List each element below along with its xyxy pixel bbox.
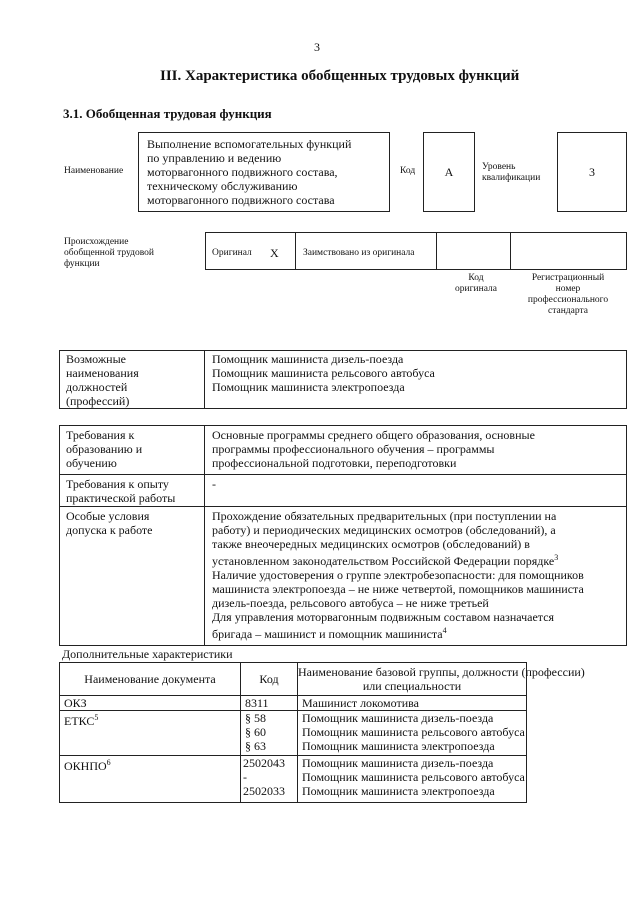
requirements-table (59, 425, 627, 646)
education-value: Основные программы среднего общего образования, основные программы профессионального обучения – программы профессиональной подготовки, переподготовки (212, 428, 535, 470)
level-box (557, 132, 627, 212)
additional-table (59, 662, 585, 803)
original-mark: X (270, 246, 279, 260)
positions-table (59, 350, 627, 409)
conditions-value: Прохождение обязательных предварительных (при поступлении на работу) и периодических медицинских осмотров (обследований), а также внеочередных медицинских осмотров (обследований) в установленном законодательством Российской Федерации порядке$^3$ Наличие удостоверения о группе электробезопасности: для помощников машиниста электропоезда – не ниже четвертой, помощников машиниста дизель-поезда, рельсового автобуса – не ниже третьей Для управления моторвагонным подвижным составом назначается бригада – машинист и помощник машиниста$^4$ (212, 509, 584, 641)
function-name-box (138, 132, 390, 212)
code-value: A (444, 165, 454, 179)
origin-box (205, 232, 627, 270)
oknpo-doc: ОКНПО$^6$ (64, 758, 111, 773)
code-label: Код (400, 166, 416, 176)
additional-title: Дополнительные характеристики (62, 647, 233, 661)
oknpo-names: Помощник машиниста дизель-поезда Помощник машиниста рельсового автобуса Помощник машиниста электропоезда (302, 756, 525, 798)
subsection-title: 3.1. Обобщенная трудовая функция (63, 106, 272, 121)
level-label-2: квалификации (482, 173, 541, 183)
name-label: Наименование (64, 166, 124, 176)
section-title: III. Характеристика обобщенных трудовых функций (160, 68, 520, 84)
conditions-label: Особые условия допуска к работе (66, 509, 153, 537)
etks-doc: ЕТКС$^5$ (64, 713, 99, 728)
positions-values: Помощник машиниста дизель-поезда Помощник машиниста рельсового автобуса Помощник машиниста электропоезда (212, 352, 435, 394)
header-code: Код (259, 672, 279, 686)
reg-number-caption: Регистрационный номер профессионального стандарта (527, 273, 609, 316)
positions-label: Возможные наименования должностей (профессий) (66, 352, 139, 408)
footnote-4: 4 (442, 626, 447, 635)
education-label: Требования к образованию и обучению (66, 428, 143, 470)
function-name-value: Выполнение вспомогательных функций по управлению и ведению моторвагонного подвижного состава, техническому обслуживанию моторвагонного подвижного состава (147, 137, 352, 207)
etks-names: Помощник машиниста дизель-поезда Помощник машиниста рельсового автобуса Помощник машиниста электропоезда (302, 711, 525, 753)
borrowed-label: Заимствовано из оригинала (303, 248, 415, 258)
level-value: 3 (589, 165, 595, 179)
header-document: Наименование документа (84, 672, 216, 686)
oknpo-codes: 2502043 - 2502033 (243, 756, 285, 798)
code-original-caption: Код оригинала (455, 273, 497, 294)
footnote-3: 3 (554, 553, 559, 562)
experience-value: - (212, 477, 216, 491)
origin-label: Происхождение обобщенной трудовой функции (64, 237, 154, 269)
okz-doc: ОКЗ (64, 696, 87, 710)
okz-name: Машинист локомотива (302, 696, 419, 710)
page-number: 3 (314, 40, 320, 54)
original-label: Оригинал (212, 248, 252, 258)
header-name: Наименование базовой группы, должности (профессии) или специальности (298, 665, 585, 693)
experience-label: Требования к опыту практической работы (66, 477, 176, 505)
okz-code: 8311 (245, 696, 269, 710)
level-label-1: Уровень (482, 162, 516, 172)
code-box (423, 132, 475, 212)
etks-codes: § 58 § 60 § 63 (245, 711, 266, 753)
